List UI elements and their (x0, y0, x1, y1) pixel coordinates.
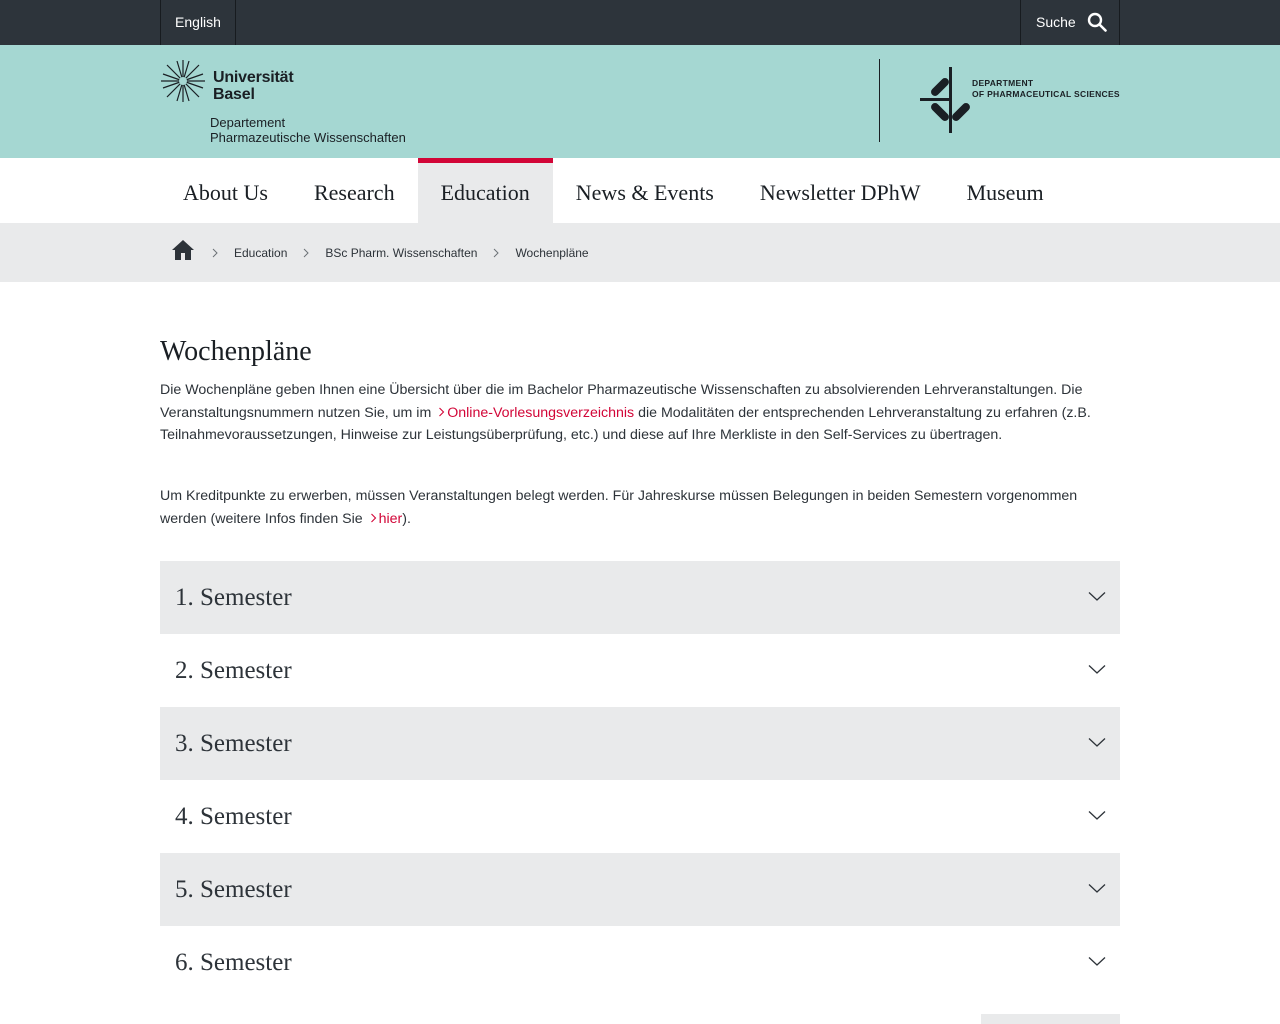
accordion-label: 1. Semester (175, 584, 292, 611)
language-switch[interactable]: English (160, 0, 236, 45)
chevron-down-icon (1088, 591, 1106, 602)
nav-research[interactable]: Research (313, 180, 395, 205)
search-button[interactable] (1020, 0, 1120, 45)
chevron-right-icon (486, 247, 506, 259)
bottom-button-edge[interactable] (981, 1014, 1120, 1024)
accordion-label: 3. Semester (175, 730, 292, 757)
university-basel-logo-icon[interactable] (160, 59, 206, 103)
breadcrumb-current: Wochenpläne (515, 245, 589, 260)
header-divider (879, 59, 880, 142)
link-chevron-icon (438, 407, 445, 417)
main-nav (160, 158, 1067, 223)
link-chevron-icon (370, 513, 377, 523)
intro-paragraph: Die Wochenpläne geben Ihnen eine Übersicht über die im Bachelor Pharmazeutische Wissenschaften zu absolvierenden Lehrveranstaltungen. Die Veranstaltungsnummern nutzen Sie, um im Online-Vorlesungsverzeichnis die Modalitäten der entsprechenden Lehrveranstaltung zu erfahren (z.B. Teilnahmevoraussetzungen, Hinweise zur Leistungsüberprüfung, etc.) und diese auf Ihre Merkliste in den Self-Services zu übertragen. (160, 382, 1091, 443)
breadcrumb-education[interactable]: Education (234, 245, 288, 260)
page-title: Wochenpläne (160, 336, 312, 367)
breadcrumb (170, 223, 589, 282)
chevron-right-icon (296, 247, 316, 259)
chevron-down-icon (1088, 737, 1106, 748)
nav-news-events[interactable]: News & Events (575, 180, 714, 205)
nav-education[interactable]: Education (418, 158, 553, 223)
top-bar (0, 0, 1280, 45)
chevron-down-icon (1088, 810, 1106, 821)
search-label: Suche (1036, 14, 1076, 30)
credits-paragraph: Um Kreditpunkte zu erwerben, müssen Veranstaltungen belegt werden. Für Jahreskurse müssen Belegungen in beiden Semestern vorgenommen werden (weitere Infos finden Sie hier). (160, 488, 1078, 527)
accordion-label: 4. Semester (175, 803, 292, 830)
department-name[interactable]: Departement Pharmazeutische Wissenschaften (210, 115, 406, 145)
nav-about-us[interactable]: About Us (183, 180, 268, 205)
accordion-semester-4[interactable] (160, 780, 1120, 853)
accordion-semester-6[interactable] (160, 926, 1120, 999)
accordion-label: 6. Semester (175, 949, 292, 976)
home-icon[interactable] (170, 238, 196, 262)
university-name[interactable]: Universität Basel (213, 69, 294, 103)
nav-museum[interactable]: Museum (966, 180, 1044, 205)
chevron-down-icon (1088, 883, 1106, 894)
chevron-down-icon (1088, 664, 1106, 675)
online-vorlesungsverzeichnis-link[interactable]: Online-Vorlesungsverzeichnis (435, 405, 634, 421)
department-logo-icon (918, 65, 982, 135)
breadcrumb-bar (0, 223, 1280, 282)
hier-link[interactable]: hier (367, 511, 403, 527)
chevron-right-icon (205, 247, 225, 259)
accordion-semester-1[interactable] (160, 561, 1120, 634)
accordion-label: 5. Semester (175, 876, 292, 903)
search-icon (1087, 12, 1107, 32)
site-header (0, 45, 1280, 158)
breadcrumb-bsc[interactable]: BSc Pharm. Wissenschaften (325, 245, 478, 260)
accordion-label: 2. Semester (175, 657, 292, 684)
chevron-down-icon (1088, 956, 1106, 967)
accordion-semester-3[interactable] (160, 707, 1120, 780)
department-logo-text: DEPARTMENT OF PHARMACEUTICAL SCIENCES (972, 78, 1120, 99)
nav-newsletter[interactable]: Newsletter DPhW (759, 180, 921, 205)
accordion-semester-5[interactable] (160, 853, 1120, 926)
accordion-semester-2[interactable] (160, 634, 1120, 707)
